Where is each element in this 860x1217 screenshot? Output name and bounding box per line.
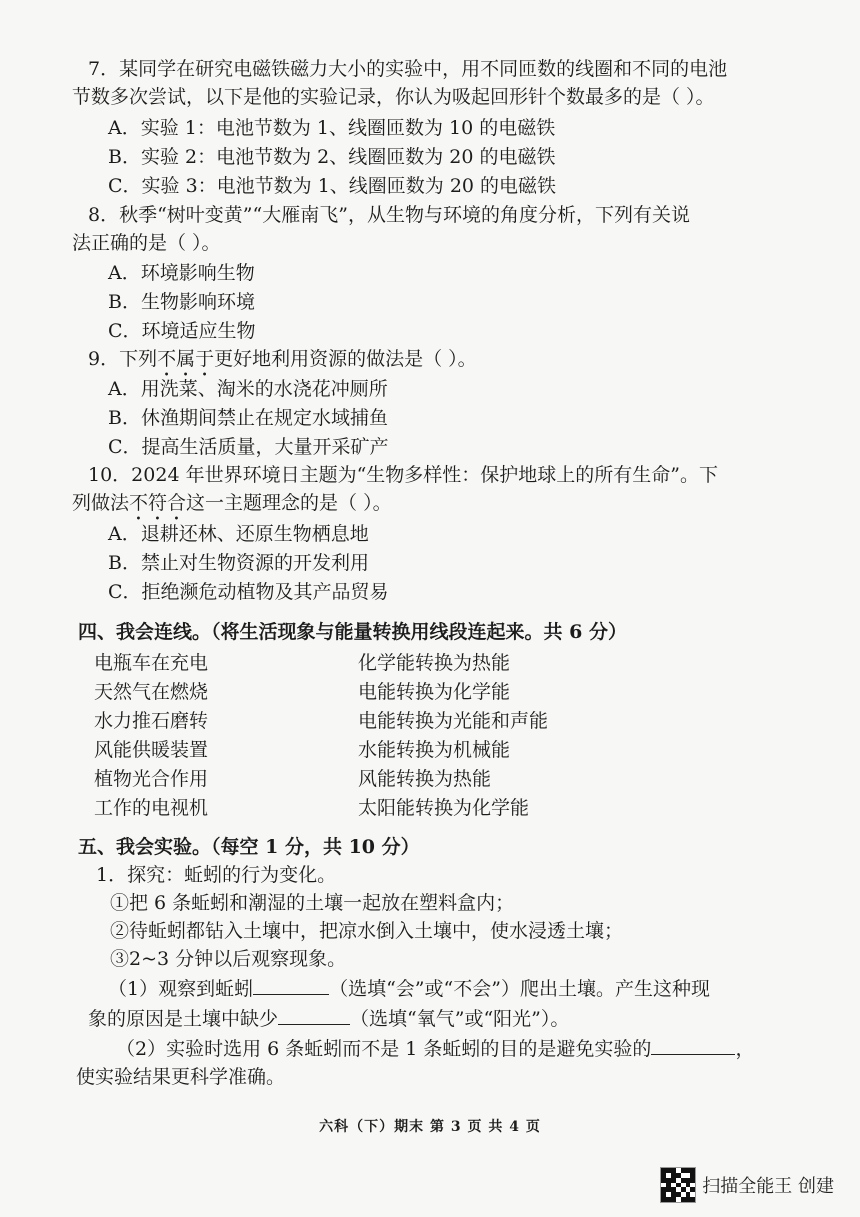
- match-right-item[interactable]: 太阳能转换为化学能: [358, 797, 530, 819]
- page-footer: 六科（下）期末 第 3 页 共 4 页: [319, 1119, 541, 1135]
- q10-option-c: C．拒绝濒危动植物及其产品贸易: [108, 581, 389, 603]
- match-right-item[interactable]: 化学能转换为热能: [358, 652, 511, 674]
- match-left-item[interactable]: 水力推石磨转: [94, 710, 209, 732]
- qr-code-icon: [660, 1167, 696, 1203]
- sub1-text-d: （选填“氧气”或“阳光”）。: [350, 1008, 570, 1030]
- match-right-item[interactable]: 水能转换为机械能: [358, 739, 511, 761]
- answer-blank[interactable]: [253, 976, 329, 995]
- sub1-text-a: （1）观察到蚯蚓: [108, 978, 254, 1000]
- match-right-item[interactable]: 电能转换为化学能: [358, 681, 511, 703]
- sub-question-2-line1: [116, 1036, 754, 1062]
- sub2-text-b: ，: [735, 1038, 755, 1060]
- q7-line1: 7．某同学在研究电磁铁磁力大小的实验中，用不同匝数的线圈和不同的电池: [88, 58, 728, 80]
- match-left-item[interactable]: 天然气在燃烧: [94, 681, 209, 703]
- sub1-text-c: 象的原因是土壤中缺少: [88, 1008, 279, 1030]
- watermark-text: 扫描全能王 创建: [702, 1176, 834, 1197]
- sub-question-2-line2: 使实验结果更科学准确。: [76, 1066, 286, 1088]
- q9-option-b: B．休渔期间禁止在规定水域捕鱼: [108, 407, 388, 429]
- q9-option-c: C．提高生活质量，大量开采矿产: [108, 436, 389, 458]
- experiment-item-title: 1．探究：蚯蚓的行为变化。: [96, 864, 337, 886]
- q8-option-b: B．生物影响环境: [108, 291, 255, 313]
- q10-option-a: A．退耕还林、还原生物栖息地: [108, 523, 369, 545]
- section5-title: 五、我会实验。（每空 1 分，共 10 分）: [78, 836, 420, 858]
- q10-suffix: 这一主题理念的是（ ）。: [186, 492, 392, 514]
- q10-prefix: 列做法: [72, 492, 130, 514]
- sub-question-1-line1: [108, 976, 710, 1002]
- match-left-item[interactable]: 工作的电视机: [94, 797, 209, 819]
- q7-option-c: C．实验 3：电池节数为 1、线圈匝数为 20 的电磁铁: [108, 175, 557, 197]
- experiment-step: ①把 6 条蚯蚓和潮湿的土壤一起放在塑料盒内；: [110, 892, 515, 914]
- q8-line1: 8．秋季“树叶变黄”“大雁南飞”，从生物与环境的角度分析，下列有关说: [88, 204, 690, 226]
- match-left-item[interactable]: 电瓶车在充电: [94, 652, 209, 674]
- q10-line2: [72, 490, 392, 525]
- sub-question-1-line2: [88, 1006, 569, 1032]
- match-right-item[interactable]: 风能转换为热能: [358, 768, 492, 790]
- q8-option-c: C．环境适应生物: [108, 320, 256, 342]
- match-left-item[interactable]: 风能供暖装置: [94, 739, 209, 761]
- q7-option-b: B．实验 2：电池节数为 2、线圈匝数为 20 的电磁铁: [108, 146, 556, 168]
- answer-blank[interactable]: [651, 1036, 735, 1055]
- q10-line1: 10．2024 年世界环境日主题为“生物多样性：保护地球上的所有生命”。下: [88, 464, 718, 486]
- q9-prefix: 9．下列: [88, 348, 158, 370]
- scanner-watermark: [660, 1168, 834, 1202]
- q9-emphasis: 不属于: [157, 348, 215, 370]
- sub2-text-a: （2）实验时选用 6 条蚯蚓而不是 1 条蚯蚓的目的是避免实验的: [116, 1038, 652, 1060]
- experiment-step: ②待蚯蚓都钻入土壤中，把凉水倒入土壤中，使水浸透土壤；: [110, 920, 624, 942]
- section4-title: 四、我会连线。（将生活现象与能量转换用线段连起来。共 6 分）: [78, 621, 627, 643]
- answer-blank[interactable]: [278, 1006, 350, 1025]
- q8-option-a: A．环境影响生物: [108, 262, 255, 284]
- match-right-item[interactable]: 电能转换为光能和声能: [358, 710, 549, 732]
- q10-option-b: B．禁止对生物资源的开发利用: [108, 552, 369, 574]
- match-left-item[interactable]: 植物光合作用: [94, 768, 209, 790]
- q7-option-a: A．实验 1：电池节数为 1、线圈匝数为 10 的电磁铁: [108, 117, 556, 139]
- q9-suffix: 更好地利用资源的做法是（ ）。: [214, 348, 477, 370]
- experiment-step: ③2~3 分钟以后观察现象。: [110, 948, 347, 970]
- q9-option-a: A．用洗菜、淘米的水浇花冲厕所: [108, 378, 388, 400]
- q10-emphasis: 不符合: [129, 492, 187, 514]
- sub1-text-b: （选填“会”或“不会”）爬出土壤。产生这种现: [329, 978, 710, 1000]
- q7-line2: 节数多次尝试，以下是他的实验记录，你认为吸起回形针个数最多的是（ ）。: [72, 86, 715, 108]
- q8-line2: 法正确的是（ ）。: [72, 232, 221, 254]
